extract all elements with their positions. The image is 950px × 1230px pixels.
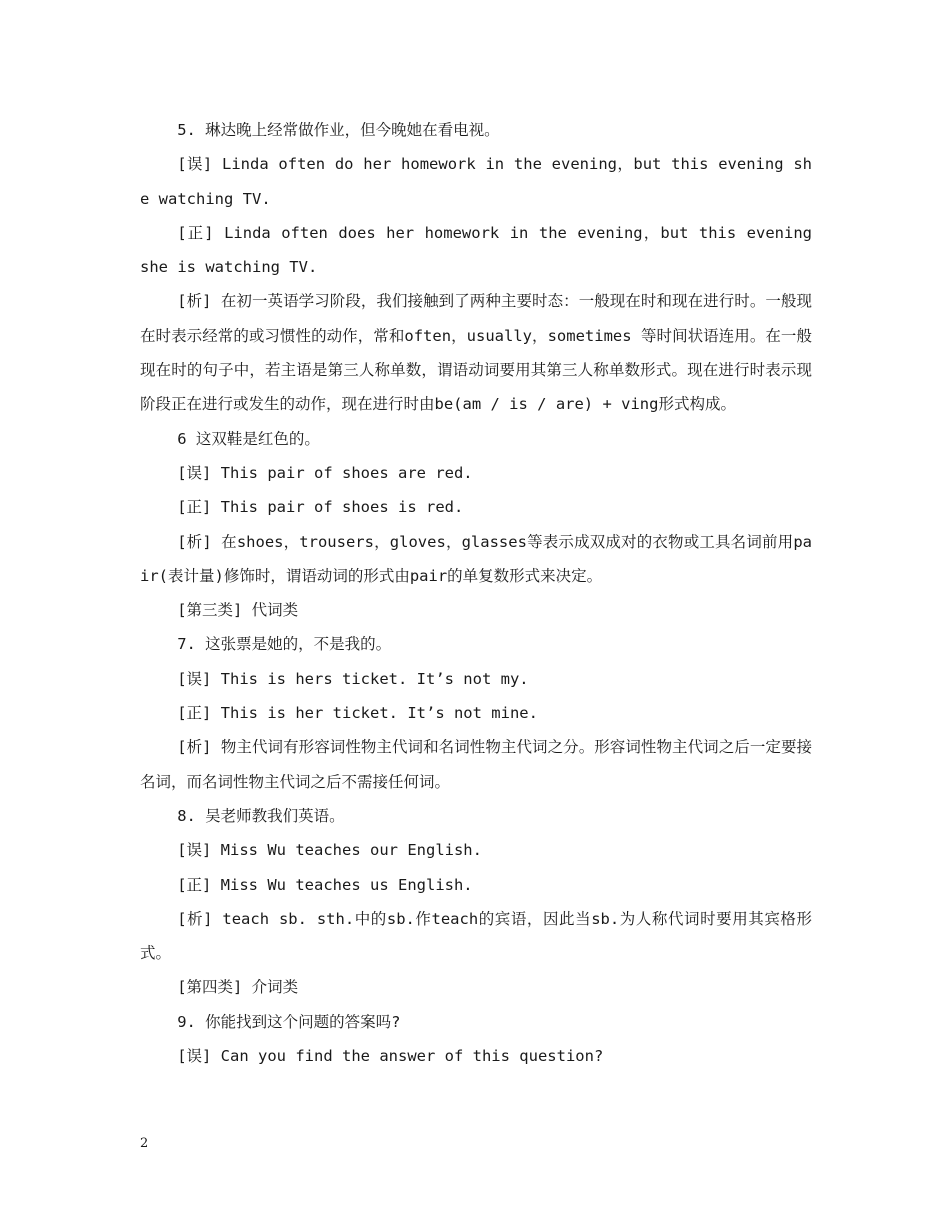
item-5-question: 5. 琳达晚上经常做作业，但今晚她在看电视。 — [177, 121, 500, 139]
item-5-analysis: [析] 在初一英语学习阶段，我们接触到了两种主要时态：一般现在时和现在进行时。一般现在时表示经常的或习惯性的动作，常和often，usually，sometimes 等时间状语连用。在一般现在时的句子中，若主语是第三人称单数，谓语动词要用其第三人称单数形式。现在进行时表示现阶段正在进行或发生的动作，现在进行时由be(am / is / are) + ving形式构成。 — [140, 292, 812, 414]
item-7-analysis: [析] 物主代词有形容词性物主代词和名词性物主代词之分。形容词性物主代词之后一定要接名词，而名词性物主代词之后不需接任何词。 — [140, 738, 812, 791]
item-9-question: 9. 你能找到这个问题的答案吗? — [177, 1012, 401, 1031]
item-7-correct: [正] This is her ticket. It’s not mine. — [177, 704, 538, 723]
item-7-wrong: [误] This is hers ticket. It’s not my. — [177, 669, 529, 688]
item-7-question: 7. 这张票是她的，不是我的。 — [177, 635, 392, 654]
item-6-question: 6 这双鞋是红色的。 — [177, 429, 320, 448]
item-6-wrong: [误] This pair of shoes are red. — [177, 463, 473, 482]
item-8-analysis: [析] teach sb. sth.中的sb.作teach的宾语，因此当sb.为人称代词时要用其宾格形式。 — [140, 909, 812, 963]
section-4-heading: [第四类] 介词类 — [177, 978, 299, 997]
page-number: 2 — [140, 1136, 149, 1151]
document-body — [140, 113, 812, 1073]
item-8-question: 8. 吴老师教我们英语。 — [177, 806, 345, 825]
item-5-correct: [正] Linda often does her homework in the evening，but this evening she is watching TV. — [140, 223, 812, 277]
item-6-correct: [正] This pair of shoes is red. — [177, 498, 464, 517]
item-6-analysis: [析] 在shoes，trousers，gloves，glasses等表示成双成对的衣物或工具名词前用pair(表计量)修饰时，谓语动词的形式由pair的单复数形式来决定。 — [140, 532, 812, 585]
item-8-correct: [正] Miss Wu teaches us English. — [177, 875, 473, 894]
item-5-wrong: [误] Linda often do her homework in the evening，but this evening she watching TV. — [140, 155, 812, 208]
item-8-wrong: [误] Miss Wu teaches our English. — [177, 841, 482, 860]
section-3-heading: [第三类] 代词类 — [177, 601, 299, 620]
item-9-wrong: [误] Can you find the answer of this question? — [177, 1047, 604, 1066]
